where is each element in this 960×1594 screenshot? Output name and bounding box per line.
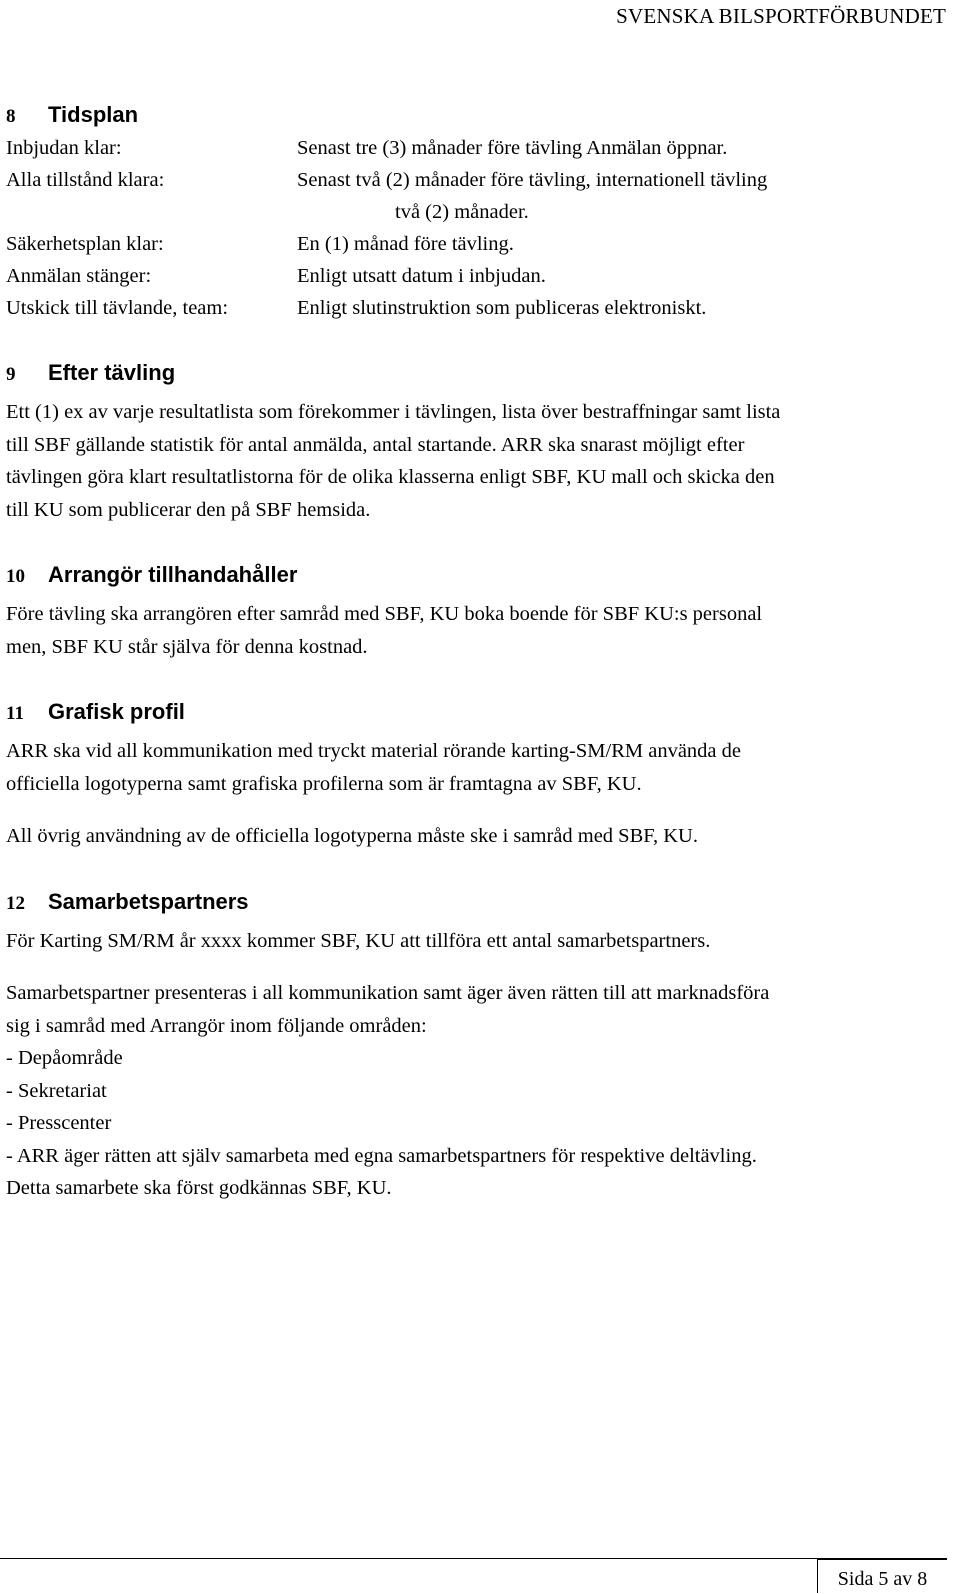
section-number: 8 [6,106,16,127]
schedule-row [6,164,946,196]
section-number: 9 [6,364,16,385]
page-number: Sida 5 av 8 [817,1559,947,1593]
list-item: - Presscenter [6,1112,112,1134]
body-paragraph: Detta samarbete ska först godkännas SBF, KU. [6,1177,392,1199]
section-title: Tidsplan [48,102,139,127]
section-number: 10 [6,566,25,587]
paragraph-line: officiella logotyperna samt grafiska profilerna som är framtagna av SBF, KU. [6,772,642,795]
schedule-value: Enligt utsatt datum i inbjudan. [297,265,546,287]
area-list [6,1042,946,1172]
section-tidsplan [6,100,946,324]
schedule-value-continued: två (2) månader. [395,201,529,223]
body-paragraph: För Karting SM/RM år xxxx kommer SBF, KU att tillföra ett antal samarbetspartners. [6,929,711,952]
schedule-row [6,196,946,228]
section-heading [6,887,946,919]
section-samarbetspartners [6,887,946,1205]
schedule-row [6,228,946,260]
paragraph-line: men, SBF KU står själva för denna kostnad. [6,635,368,658]
section-heading [6,100,946,132]
body-paragraph [6,735,946,800]
schedule-row [6,132,946,164]
schedule-label: Inbjudan klar: [6,137,122,159]
list-item: - Sekretariat [6,1079,107,1102]
schedule-value: En (1) månad före tävling. [297,233,514,255]
schedule-value: Senast tre (3) månader före tävling Anmälan öppnar. [297,137,728,159]
paragraph-line: tävlingen göra klart resultatlistorna för de olika klasserna enligt SBF, KU mall och skicka den [6,466,775,488]
paragraph-line: ARR ska vid all kommunikation med tryckt material rörande karting-SM/RM använda de [6,740,741,762]
section-title: Efter tävling [48,360,176,385]
schedule-table [6,132,946,324]
section-number: 12 [6,892,25,914]
schedule-label-empty [6,196,297,228]
paragraph-line: Före tävling ska arrangören efter samråd med SBF, KU boka boende för SBF KU:s personal [6,603,763,625]
document-body [6,100,946,1205]
list-item: - ARR äger rätten att själv samarbeta med egna samarbetspartners för respektive deltävling. [6,1144,757,1167]
body-paragraph [6,396,946,526]
body-paragraph [6,598,946,663]
schedule-row [6,260,946,292]
schedule-label: Utskick till tävlande, team: [6,297,229,319]
paragraph-line: Samarbetspartner presenteras i all kommunikation samt äger även rätten till att marknadsföra [6,982,770,1004]
schedule-value: Enligt slutinstruktion som publiceras elektroniskt. [297,297,707,319]
schedule-label: Anmälan stänger: [6,265,152,287]
schedule-label: Säkerhetsplan klar: [6,233,164,255]
paragraph-line: sig i samråd med Arrangör inom följande områden: [6,1014,427,1037]
section-efter-tavling [6,358,946,526]
section-heading [6,560,946,592]
section-arrangor-tillhandahaller [6,560,946,663]
body-paragraph [6,977,946,1042]
paragraph-line: till SBF gällande statistik för antal anmälda, antal startande. ARR ska snarast möjligt efter [6,433,745,456]
list-item: - Depåområde [6,1047,123,1069]
section-title: Grafisk profil [48,699,185,724]
footer-divider [0,1558,947,1559]
body-paragraph: All övrig användning av de officiella logotyperna måste ske i samråd med SBF, KU. [6,825,698,847]
schedule-row [6,292,946,324]
section-title: Samarbetspartners [48,888,249,914]
section-number: 11 [6,703,24,724]
schedule-label: Alla tillstånd klara: [6,169,165,191]
section-grafisk-profil [6,697,946,853]
schedule-value: Senast två (2) månader före tävling, internationell tävling [297,169,768,191]
section-heading [6,358,946,390]
page-header-org: SVENSKA BILSPORTFÖRBUNDET [616,4,946,28]
section-heading [6,697,946,729]
section-title: Arrangör tillhandahåller [48,562,298,587]
paragraph-line: till KU som publicerar den på SBF hemsida. [6,498,371,521]
paragraph-line: Ett (1) ex av varje resultatlista som förekommer i tävlingen, lista över bestraffningar samt lista [6,401,781,423]
